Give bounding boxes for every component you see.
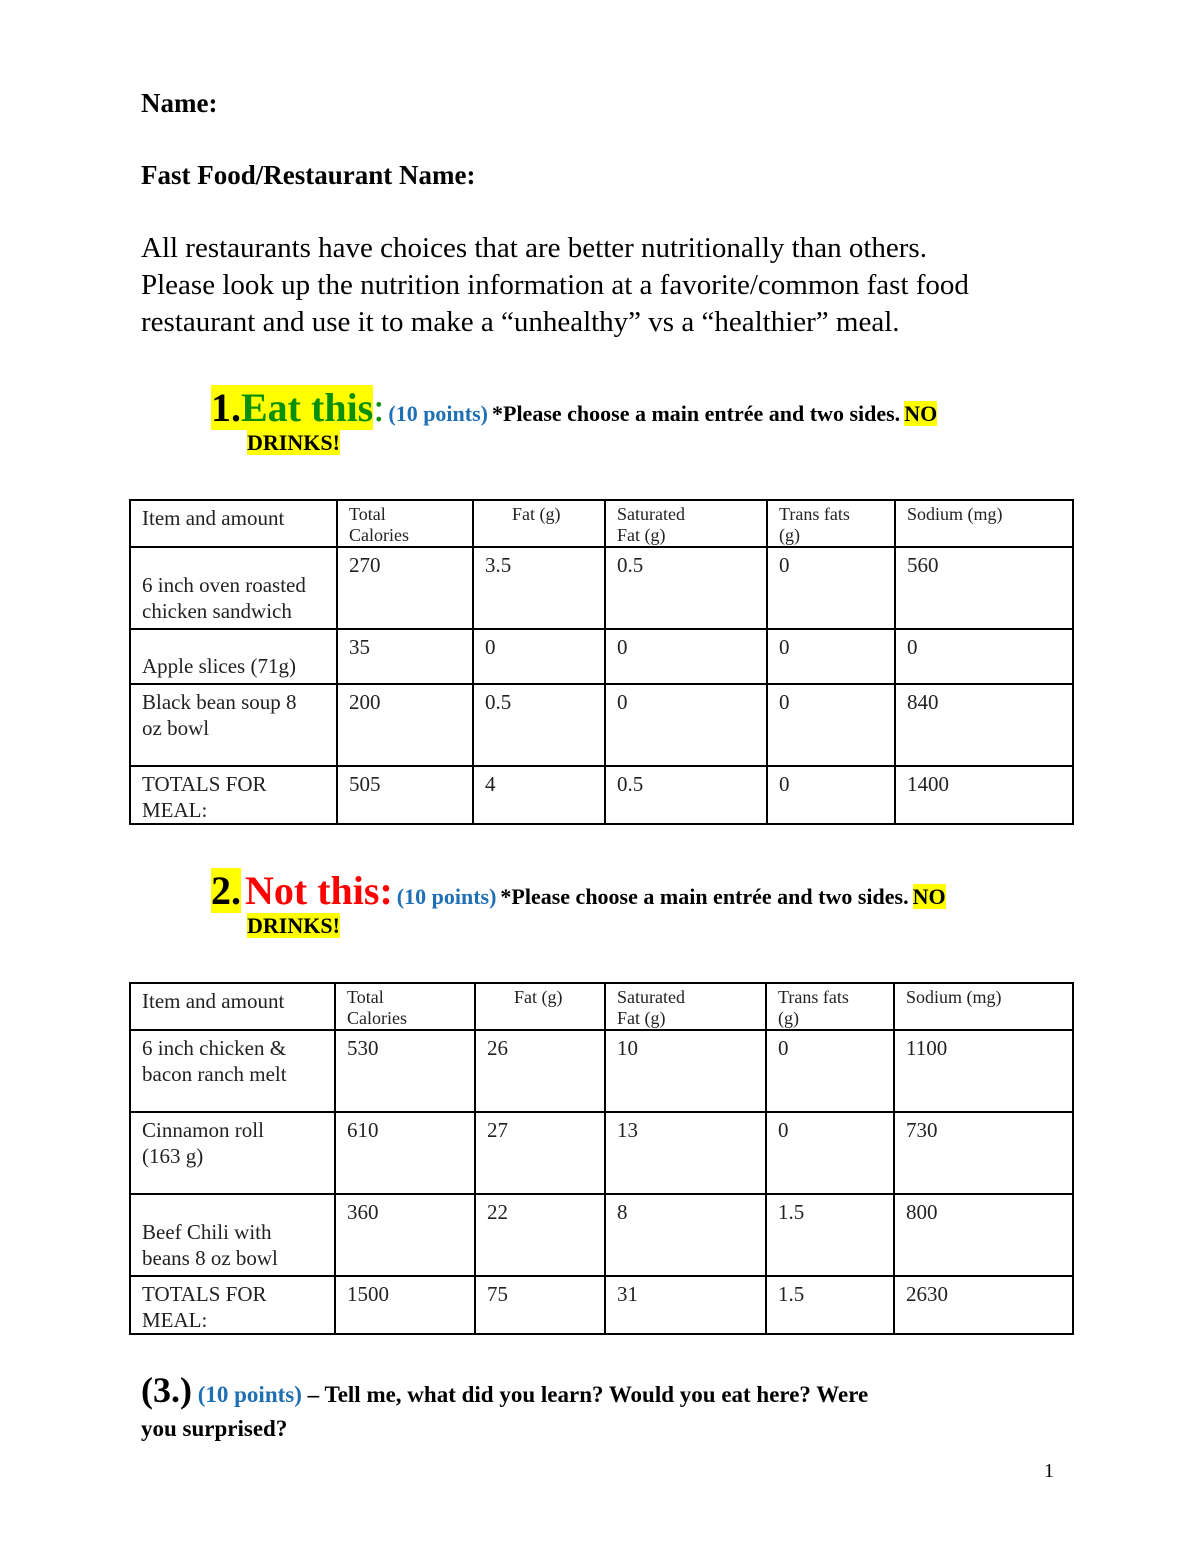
total-calories-cell: 1500 (335, 1276, 475, 1334)
fat-cell: 0 (473, 629, 605, 684)
item-cell: Cinnamon roll (163 g) (130, 1112, 335, 1194)
section-1-no: NO (904, 401, 938, 426)
table-row (130, 1112, 1073, 1194)
section-3-question (141, 1370, 1141, 1446)
header-fat: Fat (g) (473, 500, 605, 547)
header-item: Item and amount (130, 983, 335, 1030)
header-sodium: Sodium (mg) (894, 983, 1073, 1030)
totals-row (130, 766, 1073, 824)
sodium-cell: 840 (895, 684, 1073, 766)
section-1-number: 1. (211, 385, 241, 430)
section-1-points: (10 points) (388, 401, 488, 426)
table-row (130, 1194, 1073, 1276)
page-number: 1 (1044, 1460, 1054, 1482)
totals-row (130, 1276, 1073, 1334)
intro-line-1: All restaurants have choices that are better nutritionally than others. (141, 232, 927, 264)
totals-label-cell: TOTALS FOR MEAL: (130, 766, 337, 824)
section-3-question-line-1: – Tell me, what did you learn? Would you eat here? Were (307, 1382, 869, 1407)
total-fat-cell: 4 (473, 766, 605, 824)
sodium-cell: 1100 (894, 1030, 1073, 1112)
saturated-fat-cell: 8 (605, 1194, 766, 1276)
section-2-heading (211, 867, 946, 914)
section-2-number: 2. (211, 868, 241, 913)
section-2-drinks-line (247, 913, 340, 939)
calories-cell: 200 (337, 684, 473, 766)
sodium-cell: 0 (895, 629, 1073, 684)
trans-fat-cell: 0 (766, 1030, 894, 1112)
total-saturated-fat-cell: 0.5 (605, 766, 767, 824)
saturated-fat-cell: 0 (605, 629, 767, 684)
saturated-fat-cell: 13 (605, 1112, 766, 1194)
calories-cell: 530 (335, 1030, 475, 1112)
section-2-drinks: DRINKS! (247, 913, 340, 938)
item-cell: 6 inch chicken & bacon ranch melt (130, 1030, 335, 1112)
table-header-row (130, 983, 1073, 1030)
calories-cell: 610 (335, 1112, 475, 1194)
section-1-title: Eat this (241, 385, 374, 430)
fat-cell: 0.5 (473, 684, 605, 766)
sodium-cell: 730 (894, 1112, 1073, 1194)
header-trans-fats: Trans fats (g) (767, 500, 895, 547)
fat-cell: 22 (475, 1194, 605, 1276)
total-saturated-fat-cell: 31 (605, 1276, 766, 1334)
header-saturated-fat: Saturated Fat (g) (605, 500, 767, 547)
trans-fat-cell: 0 (767, 629, 895, 684)
section-2-instruction: *Please choose a main entrée and two sides. (500, 884, 909, 909)
intro-paragraph (141, 230, 1141, 341)
trans-fat-cell: 1.5 (766, 1194, 894, 1276)
section-3-number: (3.) (141, 1370, 192, 1410)
total-calories-cell: 505 (337, 766, 473, 824)
trans-fat-cell: 0 (767, 547, 895, 629)
intro-line-2: Please look up the nutrition information at a favorite/common fast food (141, 269, 969, 301)
trans-fat-cell: 0 (766, 1112, 894, 1194)
section-2-title: Not this: (245, 868, 393, 913)
restaurant-name-label: Fast Food/Restaurant Name: (141, 160, 476, 190)
not-this-table (129, 982, 1074, 1335)
saturated-fat-cell: 0.5 (605, 547, 767, 629)
fat-cell: 3.5 (473, 547, 605, 629)
section-1-colon: : (373, 385, 385, 430)
header-item: Item and amount (130, 500, 337, 547)
header-fat: Fat (g) (475, 983, 605, 1030)
eat-this-table (129, 499, 1074, 825)
calories-cell: 360 (335, 1194, 475, 1276)
sodium-cell: 560 (895, 547, 1073, 629)
totals-label-cell: TOTALS FOR MEAL: (130, 1276, 335, 1334)
name-label: Name: (141, 88, 218, 118)
intro-line-3: restaurant and use it to make a “unhealthy” vs a “healthier” meal. (141, 306, 900, 338)
section-2-points: (10 points) (396, 884, 497, 909)
table-row (130, 1030, 1073, 1112)
table-header-row (130, 500, 1073, 547)
total-trans-fat-cell: 0 (767, 766, 895, 824)
saturated-fat-cell: 0 (605, 684, 767, 766)
total-trans-fat-cell: 1.5 (766, 1276, 894, 1334)
section-2-no: NO (912, 884, 946, 909)
item-cell: Beef Chili with beans 8 oz bowl (130, 1194, 335, 1276)
section-1-drinks-line (247, 430, 340, 456)
total-fat-cell: 75 (475, 1276, 605, 1334)
header-sodium: Sodium (mg) (895, 500, 1073, 547)
saturated-fat-cell: 10 (605, 1030, 766, 1112)
header-saturated-fat: Saturated Fat (g) (605, 983, 766, 1030)
section-1-drinks: DRINKS! (247, 430, 340, 455)
total-sodium-cell: 2630 (894, 1276, 1073, 1334)
header-trans-fats: Trans fats (g) (766, 983, 894, 1030)
fat-cell: 27 (475, 1112, 605, 1194)
section-3-points: (10 points) (197, 1382, 302, 1407)
section-3-question-line-2: you surprised? (141, 1416, 288, 1441)
sodium-cell: 800 (894, 1194, 1073, 1276)
fat-cell: 26 (475, 1030, 605, 1112)
header-calories: Total Calories (337, 500, 473, 547)
table-row (130, 547, 1073, 629)
header-calories: Total Calories (335, 983, 475, 1030)
calories-cell: 270 (337, 547, 473, 629)
calories-cell: 35 (337, 629, 473, 684)
item-cell: Apple slices (71g) (130, 629, 337, 684)
trans-fat-cell: 0 (767, 684, 895, 766)
item-cell: Black bean soup 8 oz bowl (130, 684, 337, 766)
table-row (130, 684, 1073, 766)
table-row (130, 629, 1073, 684)
item-cell: 6 inch oven roasted chicken sandwich (130, 547, 337, 629)
section-1-heading (211, 384, 937, 431)
section-1-instruction: *Please choose a main entrée and two sides. (492, 401, 901, 426)
total-sodium-cell: 1400 (895, 766, 1073, 824)
